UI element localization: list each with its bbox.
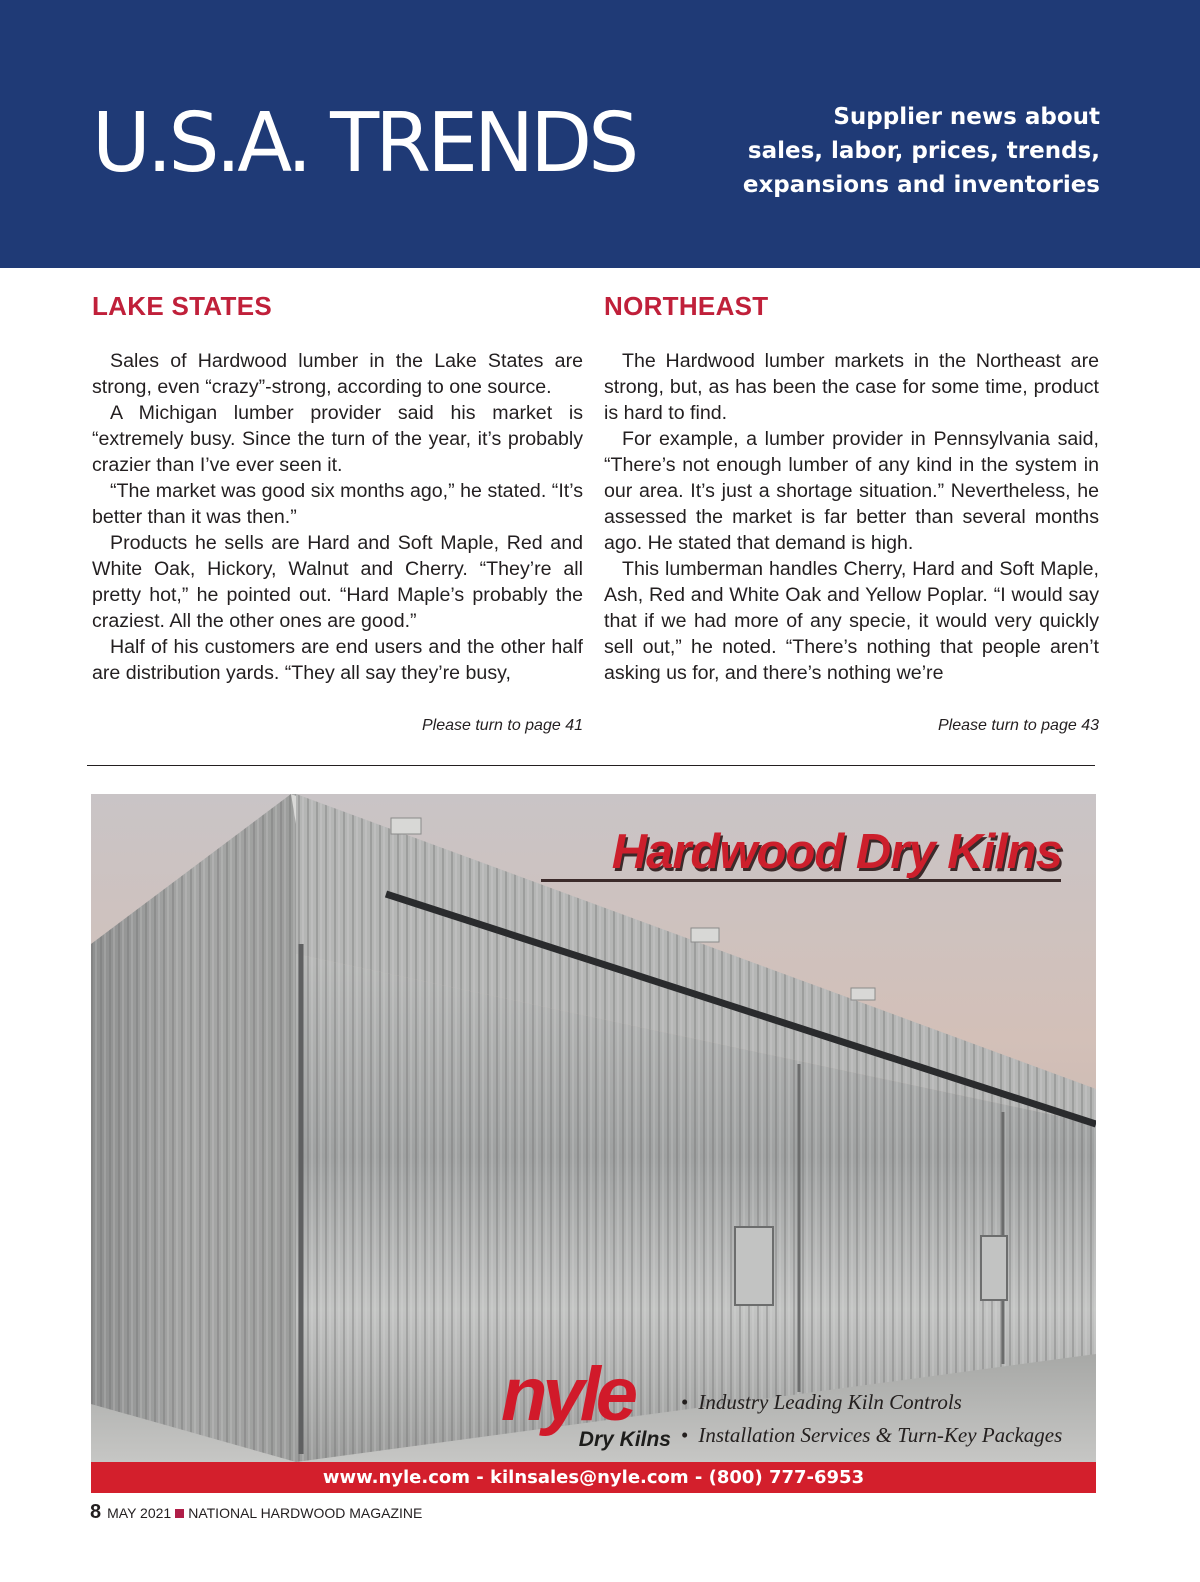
lake-states-article [92,288,583,686]
bullet-icon: • [681,1390,689,1414]
header-banner [0,0,1200,268]
logo-tagline: Dry Kilns [578,1428,671,1451]
article-paragraph: Sales of Hardwood lumber in the Lake States are strong, even “crazy”-strong, according to one source. [92,350,583,398]
section-divider [87,765,1095,766]
list-item [681,1419,1062,1452]
article-paragraph: For example, a lumber provider in Pennsylvania said, “There’s not enough lumber of any kind in the system in our area. It’s just a shortage situation.” Nevertheless, he assessed the market is far better than several months ago. He stated that demand is high. [604,428,1099,554]
subtitle-line: expansions and inventories [742,172,1100,198]
bullet-icon: • [681,1423,689,1447]
subtitle-line: Supplier news about [833,104,1100,130]
logo-wordmark: nyle [501,1352,634,1437]
lake-states-heading: LAKE STATES [92,291,273,321]
article-paragraph: A Michigan lumber provider said his market is “extremely busy. Since the turn of the year, it’s probably crazier than I’ve ever seen it. [92,402,583,476]
northeast-article [604,288,1099,686]
feature-text: Installation Services & Turn-Key Packages [698,1423,1063,1447]
headline-underline [541,879,1061,882]
article-body [604,348,1099,686]
continued-link-lake-states[interactable]: Please turn to page 41 [421,717,583,734]
article-paragraph: “The market was good six months ago,” he stated. “It’s better than it was then.” [92,480,583,528]
ad-feature-list [681,1386,1062,1452]
article-paragraph: The Hardwood lumber markets in the Northeast are strong, but, as has been the case for some time, product is hard to find. [604,350,1099,424]
article-body [92,348,583,686]
issue-date: MAY 2021 [107,1505,172,1521]
article-paragraph: This lumberman handles Cherry, Hard and Soft Maple, Ash, Red and White Oak and Yellow Poplar. “I would say that if we had more of any specie, it would very quickly sell out,” he noted. “There’s nothing that people aren’t asking us for, and there’s nothing we’re [604,558,1099,684]
square-icon [175,1509,184,1518]
list-item [681,1386,1062,1419]
section-subtitle [680,100,1100,202]
feature-text: Industry Leading Kiln Controls [698,1390,962,1414]
magazine-name: NATIONAL HARDWOOD MAGAZINE [188,1505,423,1521]
continued-link-northeast[interactable]: Please turn to page 43 [937,717,1099,734]
ad-contact-bar[interactable]: www.nyle.com - kilnsales@nyle.com - (800) 777-6953 [91,1462,1096,1493]
ad-headline: Hardwood Dry Kilns [611,825,1062,879]
article-paragraph: Half of his customers are end users and the other half are distribution yards. “They all say they’re busy, [92,636,583,684]
nyle-logo[interactable] [501,1352,671,1458]
page-footer [90,1500,422,1525]
article-paragraph: Products he sells are Hard and Soft Maple, Red and White Oak, Hickory, Walnut and Cherry. “They’re all pretty hot,” he pointed out. “Hard Maple’s probably the craziest. All the other ones are good.” [92,532,583,632]
subtitle-line: sales, labor, prices, trends, [747,138,1100,164]
nyle-advertisement[interactable] [91,794,1096,1493]
section-title: U.S.A. TRENDS [92,96,636,191]
northeast-heading: NORTHEAST [604,291,769,321]
page-number: 8 [90,1501,102,1523]
